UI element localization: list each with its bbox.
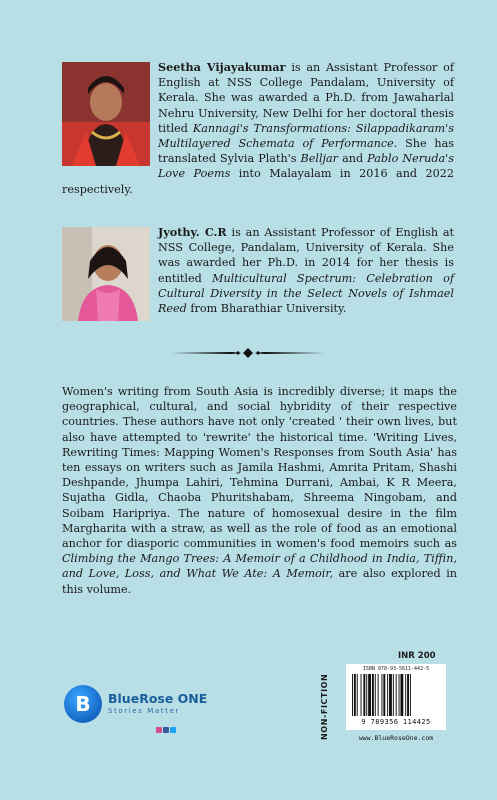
publisher-logo [64, 685, 208, 735]
isbn-digits: 9 789356 114425 [361, 718, 431, 726]
bio-text: is an Assistant Professor of English at NSS College Pandalam, University of Kerala. She was awarded a Ph.D. from Jawaharlal Nehru University, New Delhi for her doctoral thesis titled [158, 61, 455, 135]
barcode-bar [372, 674, 374, 716]
translated-work-title: Pablo Neruda's Love Poems [158, 152, 454, 181]
ornamental-divider [170, 347, 326, 359]
barcode-bar [383, 674, 385, 716]
bio-text: is an Assistant Professor of English at NSS College, Pandalam, University of Kerala. She was awarded her Ph.D. in 2014 for her thesis is entitled [158, 226, 455, 285]
barcode-bar [357, 674, 358, 716]
bio-text: . She has translated Sylvia Plath's [158, 137, 454, 166]
barcode-bar [352, 674, 353, 716]
thesis-title: Kannagi's Transformations: Silappadikaram's Multilayered Schemata of Performance [158, 121, 454, 151]
price-label: INR 200 [398, 651, 436, 661]
book-description [62, 384, 457, 597]
portrait-seetha-illustration [62, 62, 150, 166]
bio-text: into Malayalam in 2016 and 2022 respectively. [62, 167, 454, 196]
barcode-bar [410, 674, 411, 716]
barcode-bar [375, 674, 376, 716]
barcode-bar [400, 674, 403, 716]
publisher-name: BlueRose ONE [108, 691, 208, 706]
barcode-bar [393, 674, 394, 716]
thesis-title: Multicultural Spectrum: Celebration of Cultural Diversity in the Select Novels of Ishmael Reed [158, 271, 455, 316]
description-text: are also explored in this volume. [62, 567, 457, 596]
barcode-bar [387, 674, 388, 716]
bio-text: and [338, 152, 368, 166]
barcode-bar [368, 674, 371, 716]
isbn-text-top: ISBN 978-93-5611-442-5 [362, 666, 430, 672]
barcode-bar [378, 674, 379, 716]
barcode-bar [396, 674, 397, 716]
barcode-bar [381, 674, 382, 716]
barcode-bar [363, 674, 365, 716]
barcode [346, 664, 446, 730]
instagram-icon [156, 727, 162, 733]
publisher-logo-mark: B [64, 685, 102, 723]
bio-text: from Bharathiar University. [186, 302, 347, 316]
barcode-bar [407, 674, 409, 716]
barcode-bar [399, 674, 400, 716]
publisher-website: www.BlueRoseOne.com [358, 734, 434, 742]
author-bio-seetha [62, 60, 454, 197]
description-text: Women's writing from South Asia is incredibly diverse; it maps the geographical, cultural, and social hybridity of their respective countries. These authors have not only 'created ' their own lives, but also have attempted to 'rewrite' the historical time. 'Writing Lives, Rewriting Times: Mapping Women's Responses from South Asia' has ten essays on writers such as Jamila Hashmi, Amrita Pritam, Shashi Deshpande, Jhumpa Lahiri, Tehmina Durrani, Ambai, K R Meera, Sujatha Gidla, Chaoba Phuritshabam, Shreema Ningobam, and Soibam Haripriya. The nature of homosexual desire in the film Margharita with a straw, as well as the role of food as an emotional anchor for diasporic communities in women's food memoirs such as [62, 385, 457, 551]
barcode-bar [366, 674, 367, 716]
barcode-bars [352, 674, 440, 716]
social-icons [156, 718, 186, 725]
memoir-titles: Climbing the Mango Trees: A Memoir of a Childhood in India, Tiffin, and Love, Loss, and What We Ate: A Memoir, [62, 552, 457, 581]
barcode-bar [405, 674, 406, 716]
author-photo-seetha [62, 62, 150, 166]
genre-label: NON-FICTION [320, 673, 329, 740]
author-photo-jyothy [62, 227, 150, 321]
twitter-icon [170, 727, 176, 733]
publisher-tagline: Stories Matter [108, 707, 180, 715]
barcode-bar [389, 674, 392, 716]
barcode-bar [361, 674, 362, 716]
translated-work-title: Belljar [300, 152, 339, 166]
author-name-seetha: Seetha Vijayakumar [158, 60, 286, 74]
author-bio-jyothy [62, 225, 454, 323]
author-name-jyothy: Jyothy. C.R [158, 225, 227, 239]
facebook-icon [163, 727, 169, 733]
barcode-bar [354, 674, 356, 716]
portrait-jyothy-illustration [62, 227, 150, 321]
